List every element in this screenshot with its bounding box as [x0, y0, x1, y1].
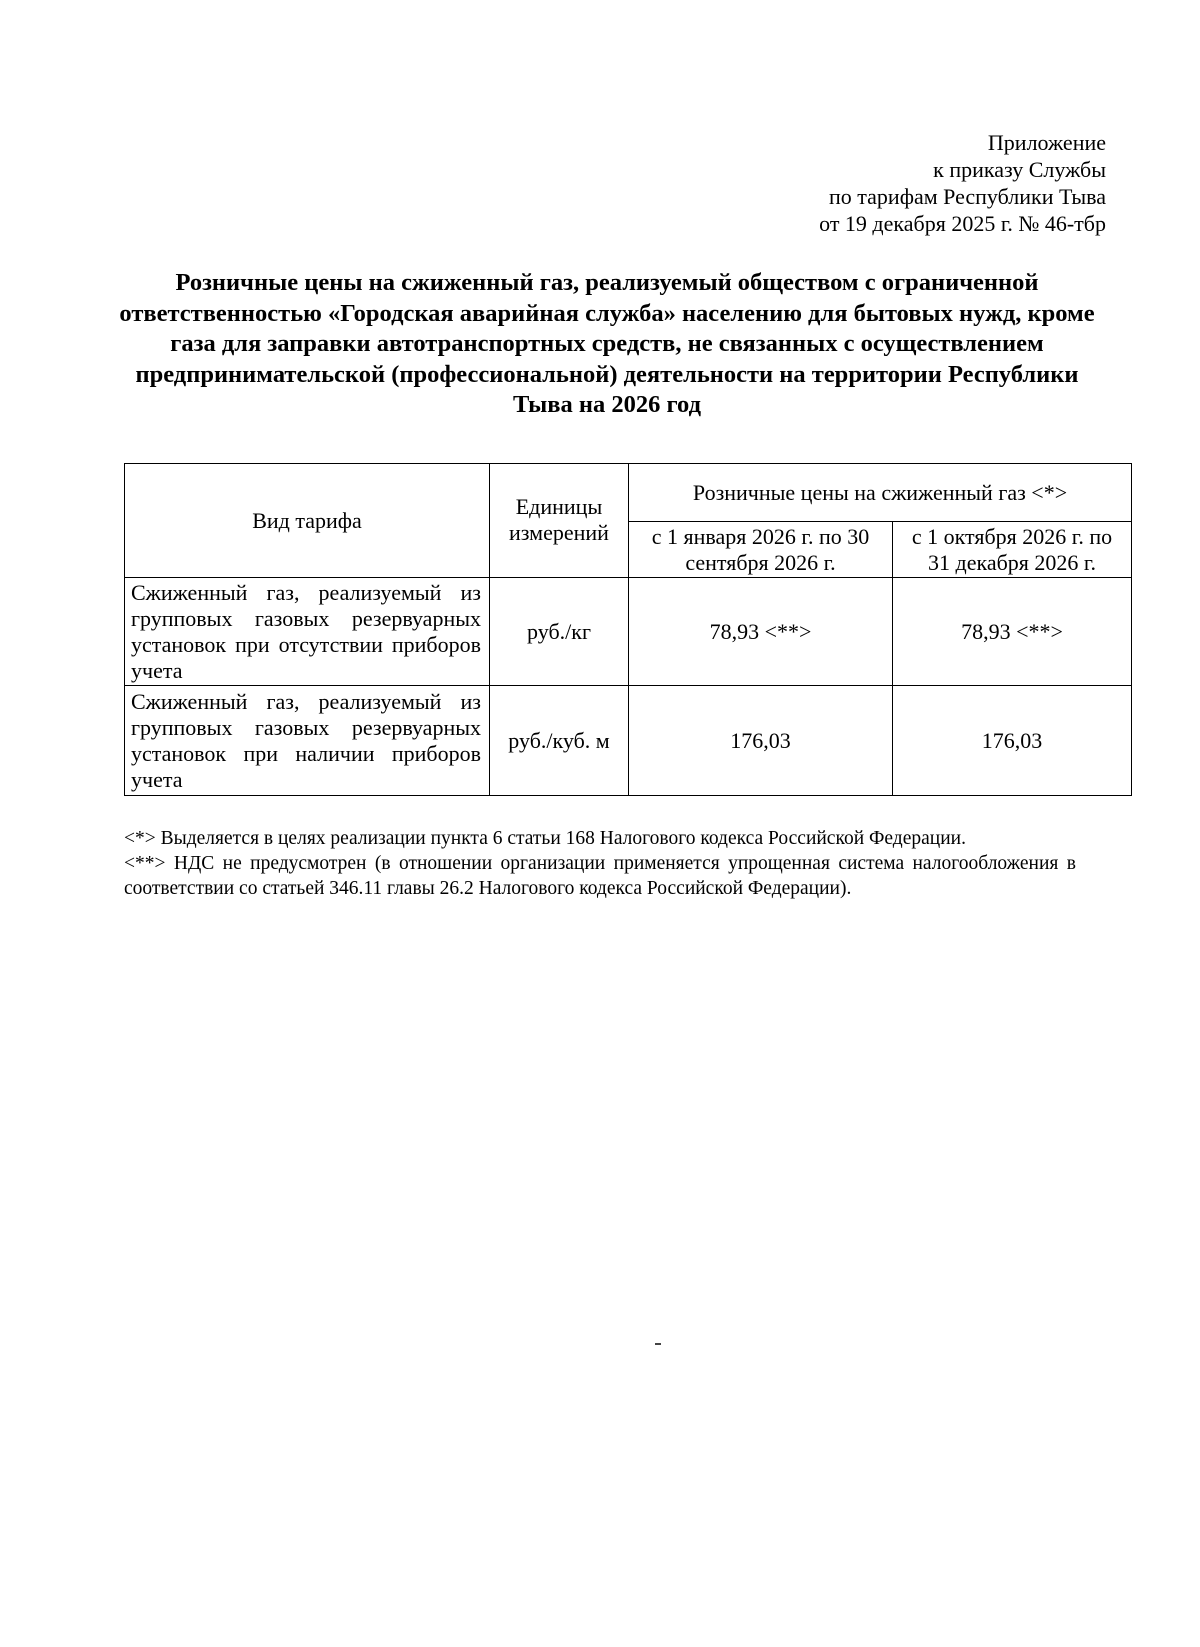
cell-price-period-1: 78,93 <**> [629, 578, 893, 686]
cell-tariff-type: Сжиженный газ, реализуемый из групповых газовых резервуарных установок при отсутствии приборов учета [125, 578, 490, 686]
cell-price-period-2: 78,93 <**> [893, 578, 1132, 686]
table-header-row [125, 464, 1132, 522]
cell-unit: руб./куб. м [490, 686, 629, 796]
appendix-line: к приказу Службы [933, 157, 1106, 182]
header-tariff-type: Вид тарифа [125, 464, 490, 578]
footnotes [124, 826, 1076, 901]
cell-price-period-2: 176,03 [893, 686, 1132, 796]
header-period-2: с 1 октября 2026 г. по 31 декабря 2026 г. [893, 522, 1132, 578]
cell-unit: руб./кг [490, 578, 629, 686]
appendix-line: от 19 декабря 2025 г. № 46-тбр [819, 211, 1106, 236]
table-row [125, 686, 1132, 796]
table-row [125, 578, 1132, 686]
header-period-1: с 1 января 2026 г. по 30 сентября 2026 г. [629, 522, 893, 578]
header-prices-group: Розничные цены на сжиженный газ <*> [629, 464, 1132, 522]
header-units: Единицы измерений [490, 464, 629, 578]
appendix-line: Приложение [987, 130, 1106, 155]
cell-price-period-1: 176,03 [629, 686, 893, 796]
appendix-line: по тарифам Республики Тыва [829, 184, 1106, 209]
appendix-header [819, 129, 1106, 237]
footnote-1: <*> Выделяется в целях реализации пункта 6 статьи 168 Налогового кодекса Российской Федерации. [124, 828, 966, 849]
cell-tariff-type: Сжиженный газ, реализуемый из групповых газовых резервуарных установок при наличии приборов учета [125, 686, 490, 796]
tariff-table [124, 463, 1132, 796]
scan-artifact [655, 1343, 661, 1345]
document-title: Розничные цены на сжиженный газ, реализуемый обществом с ограниченной ответственностью «Городская аварийная служба» населению для бытовых нужд, кроме газа для заправки автотранспортных средств, не связанных с осуществлением предпринимательской (профессиональной) деятельности на территории Республики Тыва на 2026 год [119, 269, 1095, 418]
footnote-2: <**> НДС не предусмотрен (в отношении организации применяется упрощенная система налогообложения в соответствии со статьей 346.11 главы 26.2 Налогового кодекса Российской Федерации). [124, 853, 1076, 899]
